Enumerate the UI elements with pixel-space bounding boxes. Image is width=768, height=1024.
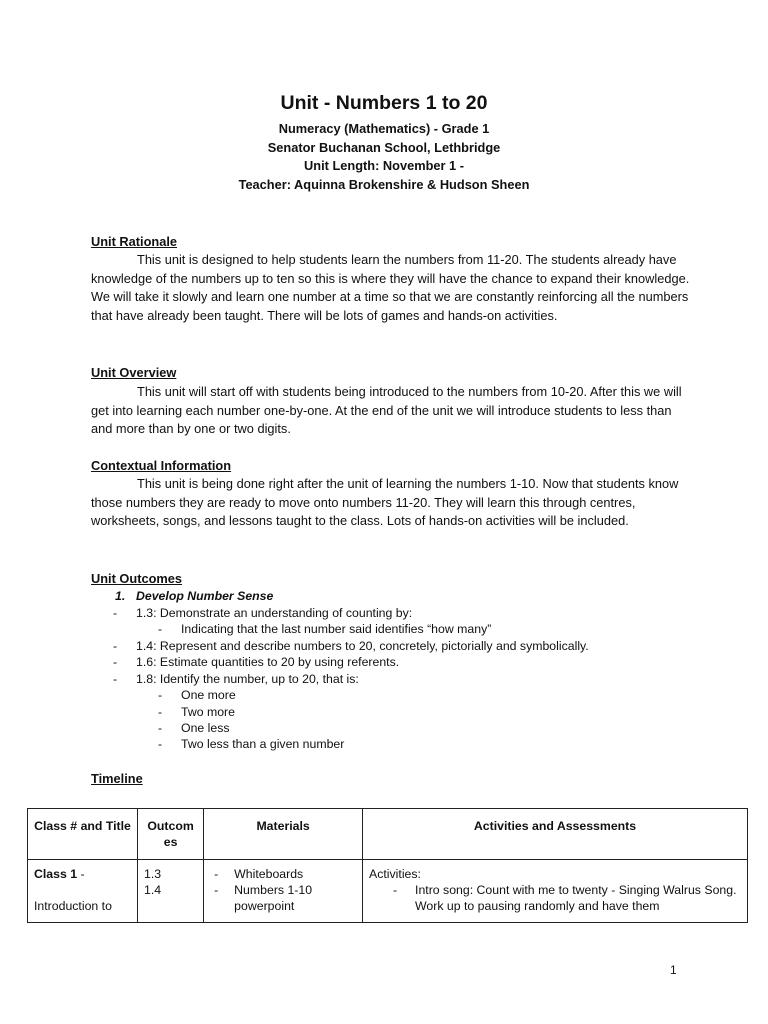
outcome-1-3-sub: Indicating that the last number said identifies “how many” xyxy=(181,622,492,636)
table-header-row xyxy=(28,809,748,860)
outcome-code: 1.3 xyxy=(143,867,162,881)
dash-marker: - xyxy=(158,721,163,735)
dash-marker: - xyxy=(113,672,118,686)
unit-length-line: Unit Length: November 1 - xyxy=(304,158,464,173)
rationale-heading: Unit Rationale xyxy=(91,234,178,249)
class-number: Class 1 xyxy=(34,867,78,881)
class-dash: - xyxy=(77,867,85,881)
outcome-1-8: 1.8: Identify the number, up to 20, that is: xyxy=(136,672,359,686)
dash-marker: - xyxy=(113,639,118,653)
dash-marker: - xyxy=(158,705,163,719)
outcome-group-title: Develop Number Sense xyxy=(136,589,274,603)
unit-title: Unit - Numbers 1 to 20 xyxy=(280,92,488,114)
school-line: Senator Buchanan School, Lethbridge xyxy=(267,140,501,155)
dash-marker: - xyxy=(158,622,163,636)
table-row xyxy=(28,860,748,923)
material-item: - Whiteboards xyxy=(210,866,356,882)
class-cell xyxy=(28,860,138,923)
outcome-1-4: 1.4: Represent and describe numbers to 20, concretely, pictorially and symbolically. xyxy=(136,639,589,653)
outcomes-heading: Unit Outcomes xyxy=(91,571,183,586)
outcomes-cell xyxy=(137,860,203,923)
outcome-1-8-a: One more xyxy=(181,688,236,702)
overview-text: This unit will start off with students being introduced to the numbers from 10-20. After this we will get into learning each number one-by-one. At the end of the unit we will introduce students to less than and more than by one or two digits. xyxy=(91,384,682,437)
outcome-1-8-b: Two more xyxy=(181,705,235,719)
dash-marker: - xyxy=(158,737,163,751)
materials-cell xyxy=(204,860,363,923)
outcome-group-number: 1. xyxy=(115,589,126,603)
activities-cell xyxy=(363,860,748,923)
teacher-line: Teacher: Aquinna Brokenshire & Hudson Sheen xyxy=(238,177,530,192)
dash-marker: - xyxy=(158,688,163,702)
outcome-code: 1.4 xyxy=(143,883,162,897)
column-header: Materials xyxy=(204,809,363,860)
outcome-1-3: 1.3: Demonstrate an understanding of counting by: xyxy=(136,606,413,620)
timeline-table xyxy=(27,808,748,923)
overview-heading: Unit Overview xyxy=(91,365,177,380)
context-heading: Contextual Information xyxy=(91,458,232,473)
column-header: Activities and Assessments xyxy=(363,809,748,860)
column-header: Outcomes xyxy=(137,809,203,860)
timeline-heading: Timeline xyxy=(91,771,143,786)
activities-label: Activities: xyxy=(369,867,421,881)
dash-marker: - xyxy=(113,655,118,669)
outcome-1-6: 1.6: Estimate quantities to 20 by using referents. xyxy=(136,655,400,669)
activity-item: - Intro song: Count with me to twenty - Singing Walrus Song. Work up to pausing randomly and have them xyxy=(369,882,741,914)
outcome-1-8-d: Two less than a given number xyxy=(181,737,345,751)
subject-line: Numeracy (Mathematics) - Grade 1 xyxy=(278,121,490,136)
class-title: Introduction to xyxy=(34,899,112,913)
column-header: Class # and Title xyxy=(28,809,138,860)
dash-marker: - xyxy=(113,606,118,620)
context-text: This unit is being done right after the unit of learning the numbers 1-10. Now that students know those numbers they are ready to move onto numbers 11-20. They will learn this through centres, worksheets, songs, and lessons taught to the class. Lots of hands-on activities will be included. xyxy=(91,476,679,529)
material-item: - Numbers 1-10 powerpoint xyxy=(210,882,356,914)
outcome-1-8-c: One less xyxy=(181,721,230,735)
rationale-text: This unit is designed to help students learn the numbers from 11-20. The students already have knowledge of the numbers up to ten so this is where they will have the chance to expand their knowledge. We will take it slowly and learn one number at a time so that we are constantly reinforcing all the numbers that have already been taught. There will be lots of games and hands-on activities. xyxy=(91,252,690,323)
page-number: 1 xyxy=(670,963,677,977)
